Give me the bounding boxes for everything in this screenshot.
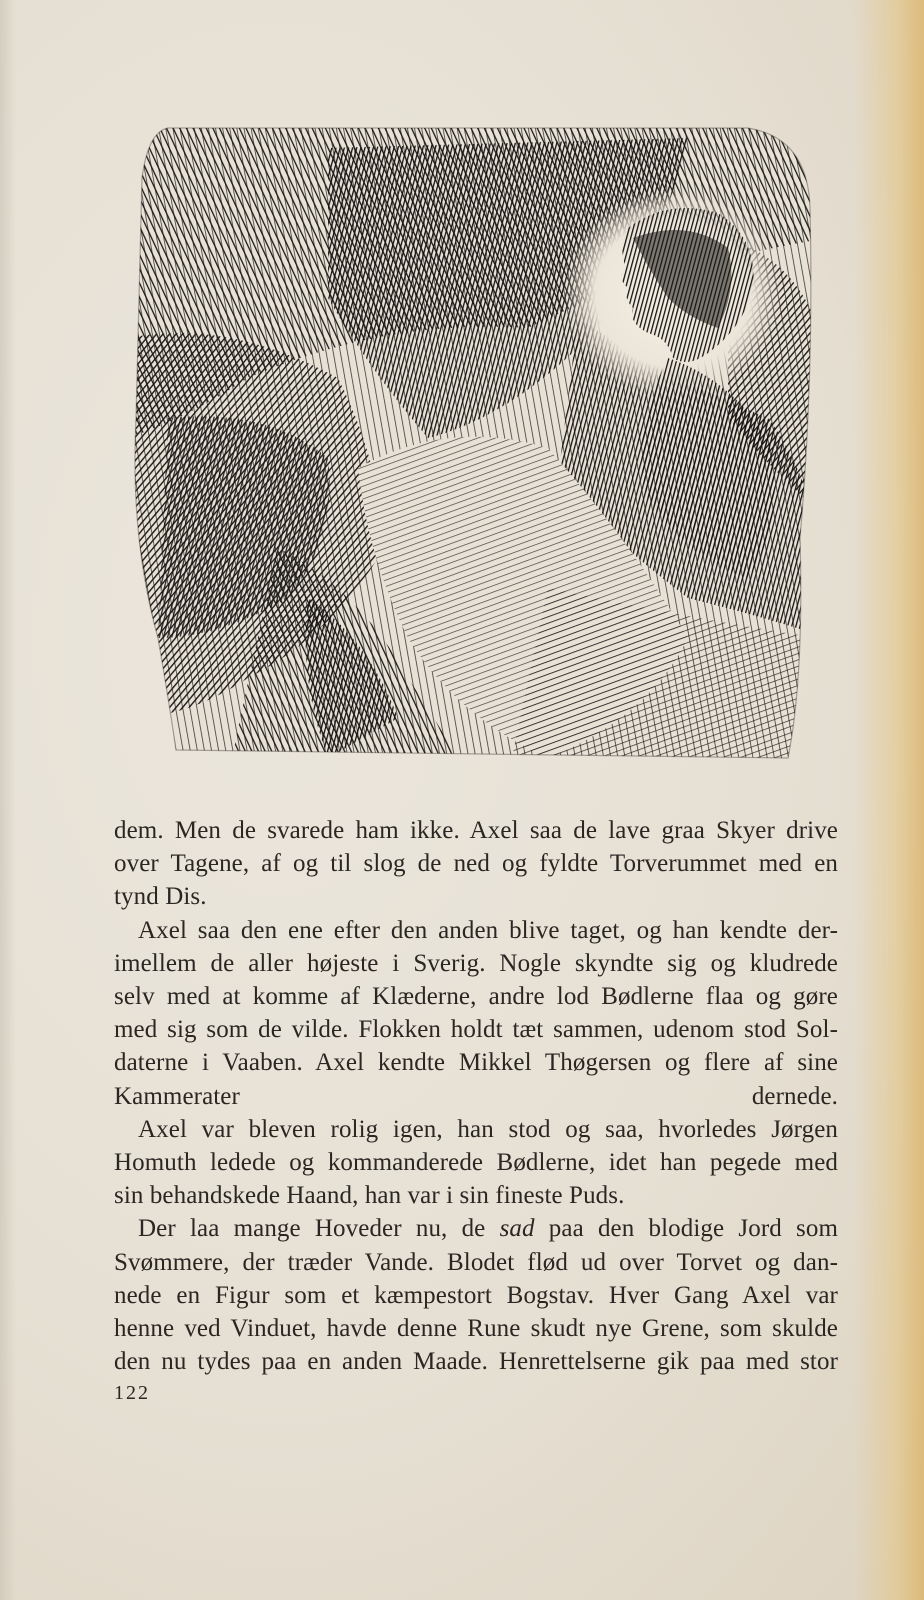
paragraph-2	[114, 914, 838, 1113]
text-line: over Tagene, af og til slog de ned og fyldte Torverummet med en	[114, 850, 838, 878]
text-line: imellem de aller højeste i Sverig. Nogle skyndte sig og kludrede	[114, 949, 838, 977]
text-line: sin behandskede Haand, han var i sin fineste Puds.	[114, 1182, 625, 1210]
emphasized-word: sad	[499, 1215, 535, 1243]
page-left-shadow	[0, 0, 16, 1600]
body-text	[114, 814, 838, 1378]
paragraph-1	[114, 814, 838, 914]
text-line: dem. Men de svarede ham ikke. Axel saa de lave graa Skyer drive	[114, 817, 838, 844]
engraving-image	[128, 118, 828, 778]
text-line: den nu tydes paa en anden Maade. Henrettelserne gik paa med stor	[114, 1348, 838, 1376]
engraving-illustration	[128, 118, 828, 778]
text-line: Der laa mange Hoveder nu, de sad paa den blodige Jord som	[138, 1215, 838, 1243]
paragraph-3	[114, 1113, 838, 1213]
text-line: Axel saa den ene efter den anden blive taget, og han kendte der-	[138, 916, 838, 944]
text-line: henne ved Vinduet, havde denne Rune skudt nye Grene, som skulde	[114, 1315, 838, 1343]
text-line: Svømmere, der træder Vande. Blodet flød ud over Torvet og dan-	[114, 1248, 838, 1276]
page-right-tint	[854, 0, 924, 1600]
text-line: tynd Dis.	[114, 883, 207, 911]
page-number: 122	[114, 1382, 150, 1404]
text-line: daterne i Vaaben. Axel kendte Mikkel Thøgersen og flere af sine	[114, 1049, 838, 1077]
text-line: Kammerater dernede.	[114, 1082, 838, 1110]
text-line: Axel var bleven rolig igen, han stod og saa, hvorledes Jørgen	[138, 1115, 838, 1143]
text-line: med sig som de vilde. Flokken holdt tæt sammen, udenom stod Sol-	[114, 1016, 838, 1044]
paragraph-4	[114, 1212, 838, 1378]
text-line: Homuth ledede og kommanderede Bødlerne, idet han pegede med	[114, 1149, 838, 1177]
text-line: nede en Figur som et kæmpestort Bogstav. Hver Gang Axel var	[114, 1281, 838, 1309]
text-line: selv med at komme af Klæderne, andre lod Bødlerne flaa og gøre	[114, 983, 838, 1011]
